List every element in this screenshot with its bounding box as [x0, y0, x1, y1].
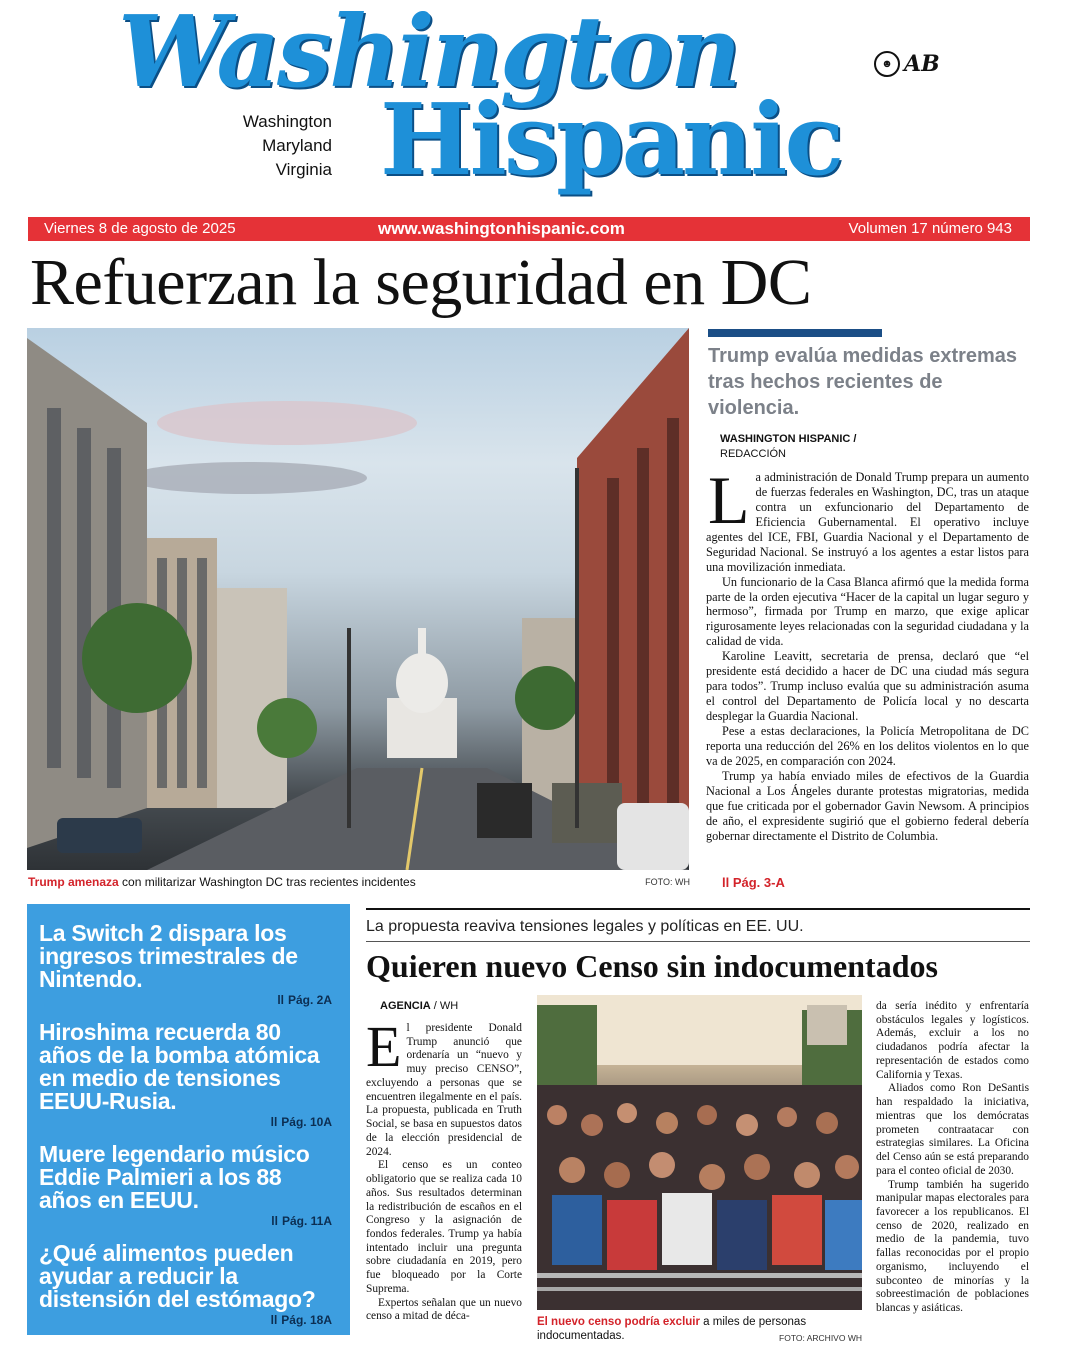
lead-photo-credit: FOTO: WH: [645, 877, 690, 887]
census-paragraph-6: Trump también ha sugerido manipular mapas electorales para favorecer a los republicanos. El censo de 2020, realizado en medio de la pandemia, tuvo fallas reconocidas por el propio organismo, incluyendo el subconteo de minorías y la sobreestimación de poblaciones blancas y asiáticas.: [876, 1178, 1029, 1315]
lead-dropcap: L: [708, 462, 750, 538]
lead-photo: [27, 328, 689, 870]
region-virginia: Virginia: [275, 160, 332, 179]
census-paragraph-2: El censo es un conteo obligatorio que se realiza cada 10 años. Sus resultados determinan la redistribución de escaños en el Congreso y la asignación de fondos federales. Trump ya había intentado incluir una pregunta sobre ciudadanía en 2019, pero fue bloqueado por la Corte Suprema.: [366, 1159, 522, 1295]
lead-byline-role: REDACCIÓN: [720, 448, 787, 460]
sidebar-item[interactable]: [39, 1021, 338, 1129]
sidebar-item-title: La Switch 2 dispara los ingresos trimestrales de Nintendo.: [39, 920, 298, 992]
census-kicker: La propuesta reaviva tensiones legales y políticas en EE. UU.: [366, 918, 804, 935]
census-headline: Quieren nuevo Censo sin indocumentados: [366, 948, 938, 984]
lead-paragraph-1: La administración de Donald Trump prepara un aumento de fuerzas federales en Washington, DC, tras un ataque contra un exfuncionario del Departamento de Eficiencia Gubernamental. El operativo incluye agentes del ICE, FBI, Guardia Nacional y el Departamento de Seguridad Nacional. Se instruyó a los agentes a estar listos para una movilización inmediata.: [706, 462, 1029, 574]
lead-paragraph-5: Trump ya había enviado miles de efectivos de la Guardia Nacional a Los Ángeles durante protestas migratorias, medida que fue criticada por el gobernador Gavin Newsom. A principios de año, el expresidente sugirió que el gobierno federal debería gobernar directamente el Distrito de Columbia.: [706, 768, 1029, 843]
census-paragraph-1: El presidente Donald Trump anunció que ordenaría un “nuevo y muy preciso CENSO”, excluyendo a personas que se encuentren ilegalmente en el país. La propuesta, publicada en Truth Social, se basa en supuestos datos de la elección presidencial de 2024.: [366, 1014, 522, 1158]
census-paragraph-4: da sería inédito y enfrentaría obstáculos legales y logísticos. Además, excluir a los no ciudadanos podría afectar la representación de estados como California y Texas.: [876, 1000, 1029, 1081]
website-link[interactable]: www.washingtonhispanic.com: [378, 219, 625, 238]
census-top-rule: [366, 908, 1030, 910]
census-dropcap: E: [366, 1014, 402, 1079]
sidebar-item[interactable]: [39, 1143, 338, 1228]
census-photo-credit: FOTO: ARCHIVO WH: [779, 1333, 862, 1343]
masthead-title-line1: Washington: [118, 0, 739, 110]
lead-subhead: Trump evalúa medidas extremas tras hechos recientes de violencia.: [708, 345, 1018, 419]
census-column-2: [876, 1000, 1029, 1316]
news-sidebar: [27, 904, 350, 1335]
lead-paragraph-3: Karoline Leavitt, secretaria de prensa, declaró que “el presidente está decidido a hacer de DC una ciudad más segura para todos”. Trump incluso evalúa que su administración asuma el control del Departamento de Policía local y no descarta desplegar la Guardia Nacional.: [706, 649, 1029, 723]
sidebar-item-page: ll Pág. 2A: [277, 993, 332, 1007]
crowd-illustration: [537, 995, 862, 1310]
masthead-seals: [874, 50, 944, 78]
sidebar-item-page: ll Pág. 11A: [271, 1214, 332, 1228]
census-paragraph-5: Aliados como Ron DeSantis han respaldado la iniciativa, mientras que los demócratas prometen contraatacar con estrategias similares. La Oficina del Censo aún se está preparando para el conteo oficial de 2030.: [876, 1082, 1029, 1177]
association-seal-icon: AB: [904, 51, 940, 77]
census-caption-bold: El nuevo censo podría excluir: [537, 1316, 700, 1328]
sidebar-item-page: ll Pág. 18A: [270, 1313, 332, 1327]
sidebar-item[interactable]: [39, 1242, 338, 1327]
census-photo: [537, 995, 862, 1310]
lead-caption-bold: Trump amenaza: [28, 875, 119, 889]
lead-byline: WASHINGTON HISPANIC /: [720, 433, 857, 445]
capitol-street-illustration: [27, 328, 689, 870]
issue-volume: Volumen 17 número 943: [848, 220, 1012, 237]
date-band: [28, 217, 1030, 241]
census-byline: AGENCIA / WH: [380, 1000, 459, 1012]
lead-caption-text: con militarizar Washington DC tras recientes incidentes: [118, 875, 416, 889]
lead-jump-link[interactable]: ll Pág. 3-A: [722, 875, 785, 890]
sidebar-item-title: Hiroshima recuerda 80 años de la bomba atómica en medio de tensiones EEUU-Rusia.: [39, 1019, 320, 1114]
sidebar-item-title: Muere legendario músico Eddie Palmieri a los 88 años en EEUU.: [39, 1141, 310, 1213]
lead-caption: [28, 875, 690, 889]
sidebar-item-title: ¿Qué alimentos pueden ayudar a reducir la distensión del estómago?: [39, 1240, 316, 1312]
census-kicker-rule: [366, 941, 1030, 942]
lead-headline: Refuerzan la seguridad en DC: [30, 246, 812, 319]
census-column-1: [366, 1014, 522, 1324]
lead-article: [706, 462, 1029, 843]
masthead-title-line2: Hispanic: [380, 83, 842, 198]
subhead-rule: [708, 329, 882, 337]
region-washington: Washington: [242, 112, 332, 131]
census-caption: [537, 1316, 862, 1344]
lead-paragraph-2: Un funcionario de la Casa Blanca afirmó que la medida forma parte de la orden ejecutiva “Hacer de la capital un lugar seguro y hermoso”, firmada por Trump en marzo, que exige aplicar rigurosamente leyes relacionadas con la seguridad ciudadana y la calidad de vida.: [706, 574, 1029, 649]
sidebar-item-page: ll Pág. 10A: [270, 1115, 332, 1129]
census-paragraph-3: Expertos señalan que un nuevo censo a mitad de déca-: [366, 1296, 522, 1323]
issue-date: Viernes 8 de agosto de 2025: [44, 220, 236, 237]
circulation-seal-icon: ☻: [874, 51, 900, 77]
region-maryland: Maryland: [262, 136, 332, 155]
lead-paragraph-4: Pese a estas declaraciones, la Policía Metropolitana de DC reporta una reducción del 26% en los delitos violentos en lo que va de 2025, en comparación con 2024.: [706, 723, 1029, 768]
sidebar-item[interactable]: [39, 922, 338, 1007]
census-caption-text: a miles de personas indocumentadas.: [537, 1316, 807, 1342]
